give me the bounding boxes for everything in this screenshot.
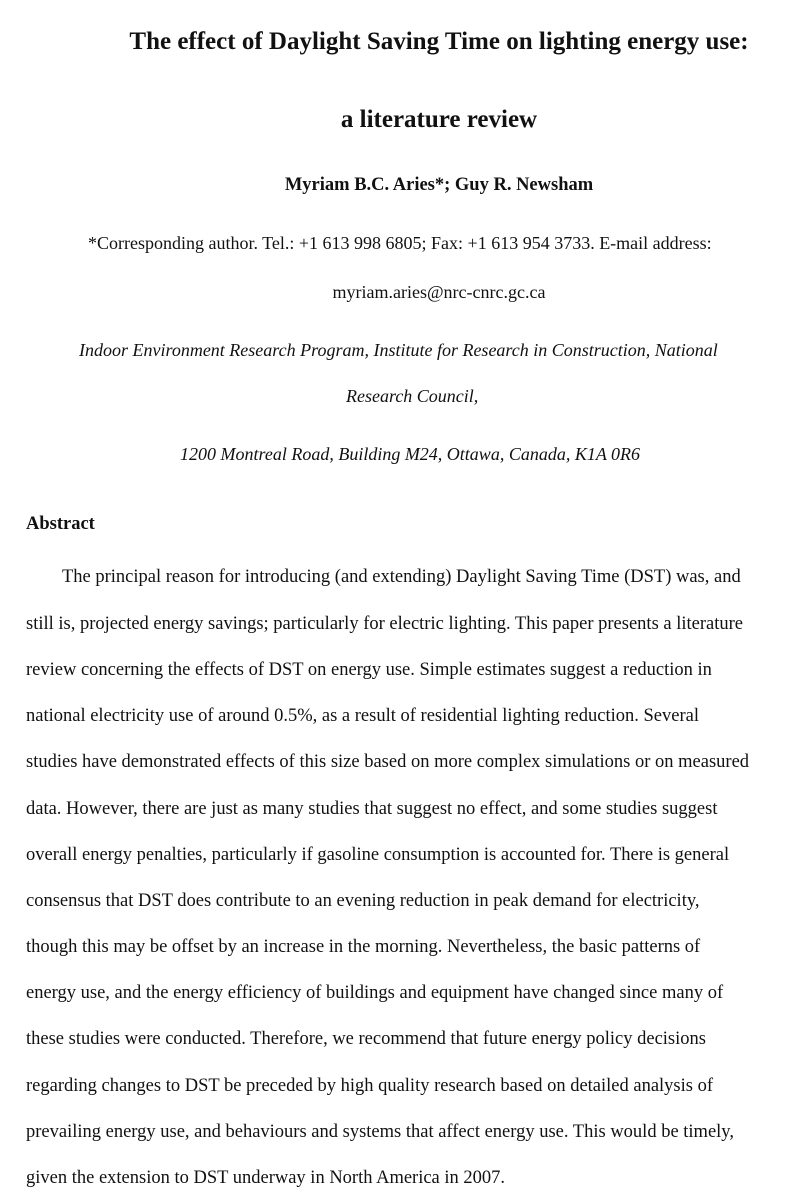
abstract-line: overall energy penalties, particularly if gasoline consumption is accounted for. There is general bbox=[26, 845, 730, 865]
abstract-line: given the extension to DST underway in North America in 2007. bbox=[26, 1168, 506, 1188]
abstract-line: though this may be offset by an increase in the morning. Nevertheless, the basic patterns of bbox=[26, 937, 701, 957]
author-email: myriam.aries@nrc-cnrc.gc.ca bbox=[332, 282, 546, 302]
corresponding-author-note: *Corresponding author. Tel.: +1 613 998 6805; Fax: +1 613 954 3733. E-mail address: bbox=[88, 233, 712, 253]
abstract-line: consensus that DST does contribute to an evening reduction in peak demand for electricity, bbox=[26, 891, 700, 911]
paper-title-line-1: The effect of Daylight Saving Time on lighting energy use: bbox=[129, 28, 749, 55]
abstract-line: The principal reason for introducing (and extending) Daylight Saving Time (DST) was, and bbox=[62, 567, 741, 587]
abstract-line: data. However, there are just as many studies that suggest no effect, and some studies suggest bbox=[26, 799, 718, 819]
abstract-line: prevailing energy use, and behaviours and systems that affect energy use. This would be timely, bbox=[26, 1122, 734, 1142]
abstract-line: national electricity use of around 0.5%, as a result of residential lighting reduction. Several bbox=[26, 706, 699, 726]
affiliation-line-2: Research Council, bbox=[346, 386, 479, 406]
affiliation-address: 1200 Montreal Road, Building M24, Ottawa, Canada, K1A 0R6 bbox=[180, 444, 640, 464]
abstract-line: these studies were conducted. Therefore, we recommend that future energy policy decisions bbox=[26, 1029, 706, 1049]
affiliation-line-1: Indoor Environment Research Program, Institute for Research in Construction, National bbox=[79, 340, 718, 360]
abstract-line: studies have demonstrated effects of this size based on more complex simulations or on measured bbox=[26, 752, 750, 772]
abstract-line: energy use, and the energy efficiency of buildings and equipment have changed since many of bbox=[26, 983, 724, 1003]
abstract-line: still is, projected energy savings; particularly for electric lighting. This paper presents a literature bbox=[26, 614, 743, 634]
abstract-line: regarding changes to DST be preceded by high quality research based on detailed analysis of bbox=[26, 1076, 714, 1096]
author-list: Myriam B.C. Aries*; Guy R. Newsham bbox=[284, 175, 594, 195]
abstract-line: review concerning the effects of DST on energy use. Simple estimates suggest a reduction in bbox=[26, 660, 712, 680]
paper-title-line-2: a literature review bbox=[340, 106, 538, 133]
abstract-heading: Abstract bbox=[26, 514, 95, 534]
